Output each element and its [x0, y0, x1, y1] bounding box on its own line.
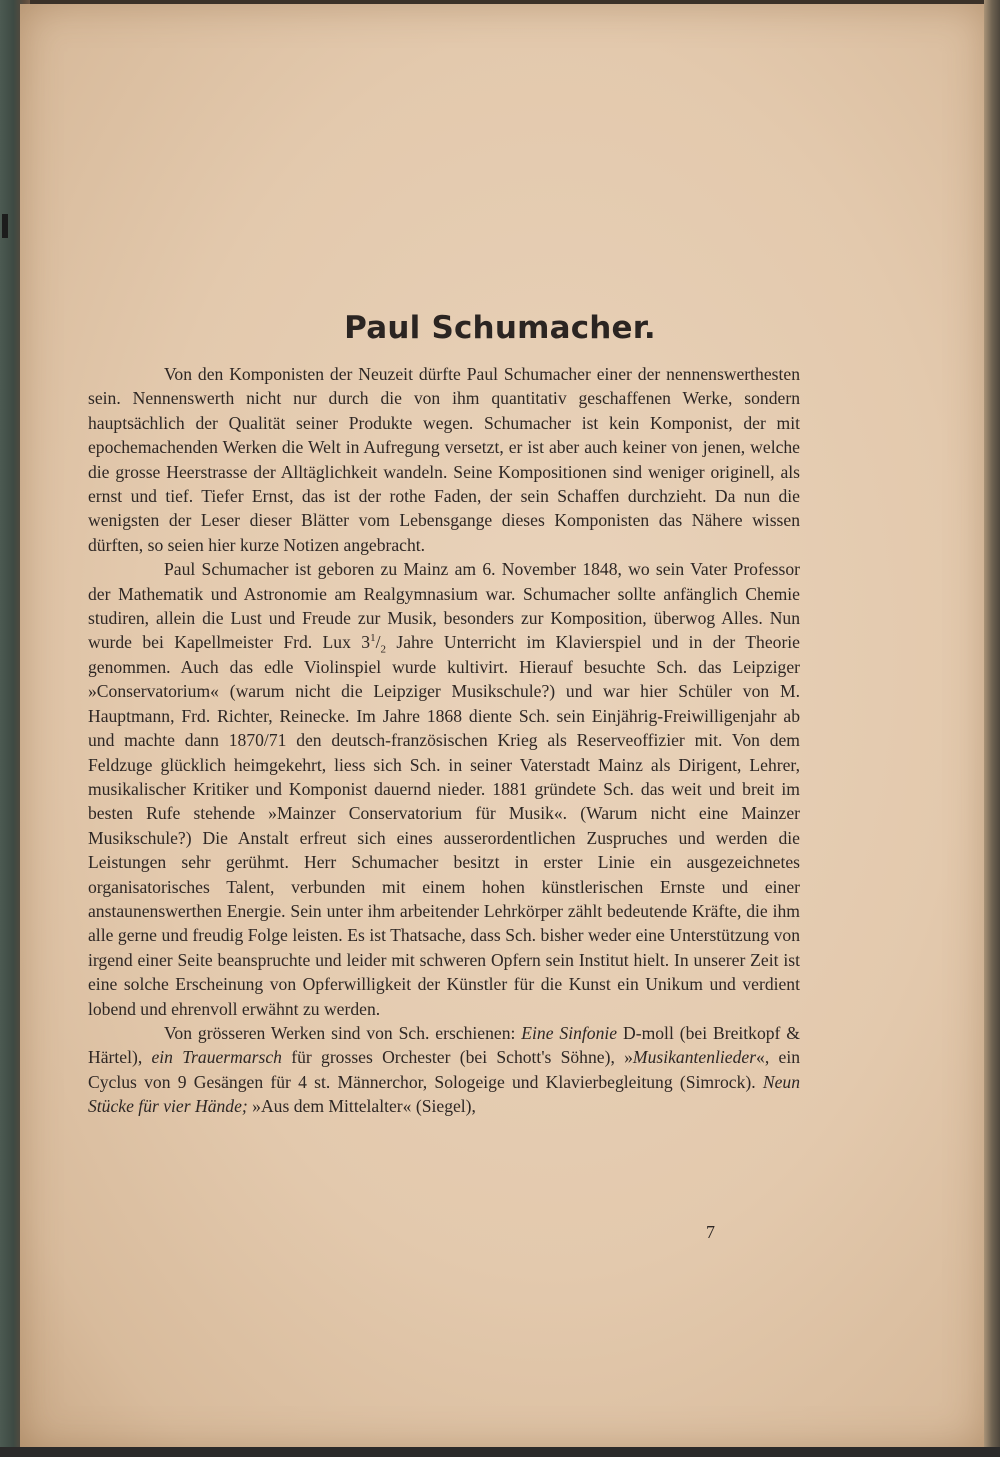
page-edge: [984, 0, 1000, 1457]
works-text-4: «, ein Cyclus von 9 Gesängen für 4 st. Männerchor, Sologeige und Klavierbegleitung (Simrock).: [88, 1047, 801, 1092]
works-text-3: für grosses Orchester (bei Schott's Söhne), »: [281, 1047, 633, 1068]
paragraph-works: [88, 1021, 800, 1119]
article-body: [88, 362, 800, 1119]
biography-text-start: Paul Schumacher ist geboren zu Mainz am 6. November 1848, wo sein Vater Professor der Mathematik und Astronomie am Realgymnasium war. Schumacher sollte anfänglich Chemie studiren, allein die Lust und Freude zur Musik, besonders zur Komposition, überwog Alles. Nun wurde bei Kapellmeister Frd. Lux 3: [88, 559, 800, 653]
works-text-1: Von grösseren Werken sind von Sch. erschienen:: [164, 1022, 522, 1043]
biography-text-end: Jahre Unterricht im Klavierspiel und in der Theorie genommen. Auch das edle Violinspiel wurde kultivirt. Hierauf besuchte Sch. das Leipziger »Conservatorium« (warum nicht die Leipziger Musikschule?) und war hier Schüler von M. Hauptmann, Frd. Richter, Reinecke. Im Jahre 1868 diente Sch. sein Einjährig-Freiwilligenjahr ab und machte dann 1870/71 den deutsch-französischen Krieg als Reserveoffizier mit. Von dem Feldzuge glücklich heimgekehrt, liess sich Sch. in seiner Vaterstadt Mainz als Dirigent, Lehrer, musikalischer Kritiker und Komponist dauernd nieder. 1881 gründete Sch. das weit und breit im besten Rufe stehende »Mainzer Conservatorium für Musik«. (Warum nicht eine Mainzer Musikschule?) Die Anstalt erfreut sich eines ausserordentlichen Zuspruches und werden die Leistungen sehr gerühmt. Herr Schumacher besitzt in erster Linie ein ausgezeichnetes organisatorisches Talent, verbunden mit einem hohen künstlerischen Ernste und einer anstaunenswerthen Energie. Sein unter ihm arbeitender Lehrkörper zählt bedeutende Kräfte, die ihm alle gerne und freudig Folge leisten. Es ist Thatsache, dass Sch. bisher weder eine Unterstützung von irgend einer Seite beanspruchte und leider mit schweren Opfern sein Institut hielt. In unserer Zeit ist eine solche Erscheinung von Opferwilligkeit der Künstler für die Kunst ein Unikum und verdient lobend und ehrenvoll erwähnt zu werden.: [88, 632, 800, 1019]
work-title-musikantenlieder: Musikantenlieder: [632, 1047, 757, 1068]
fraction-numerator: 1: [370, 632, 376, 645]
work-title-sinfonie: Eine Sinfonie: [521, 1022, 618, 1043]
works-text-5: »Aus dem Mittelalter« (Siegel),: [247, 1096, 476, 1117]
works-text-2: D-moll (bei Breitkopf & Härtel),: [88, 1022, 800, 1068]
bottom-edge: [0, 1447, 1000, 1457]
fraction-slash: /: [375, 632, 381, 653]
paragraph-intro: Von den Komponisten der Neuzeit dürfte Paul Schumacher einer der nennenswerthesten sein. Nennenswerth nicht nur durch die von ihm quantitativ geschaffenen Werke, sondern hauptsächlich der Qualität seiner Produkte wegen. Schumacher ist kein Komponist, der mit epochemachenden Werken die Welt in Aufregung versetzt, er ist aber auch keiner von jenen, welche die grosse Heerstrasse der Alltäglichkeit wandeln. Seine Kompositionen sind weniger originell, als ernst und tief. Tiefer Ernst, das ist der rothe Faden, der sein Schaffen durchzieht. Da nun die wenigsten der Leser dieser Blätter vom Lebensgange dieses Komponisten das Nähere wissen dürften, so seien hier kurze Notizen angebracht.: [88, 364, 800, 555]
paragraph-biography: [88, 557, 800, 1021]
fraction-denominator: 2: [380, 643, 386, 656]
page-title: Paul Schumacher.: [344, 310, 656, 346]
spine-mark: [2, 214, 8, 238]
page-number: 7: [706, 1222, 715, 1242]
work-title-neun-stuecke: Neun Stücke für vier Hände;: [88, 1071, 800, 1117]
work-title-trauermarsch: ein Trauermarsch: [151, 1047, 282, 1068]
